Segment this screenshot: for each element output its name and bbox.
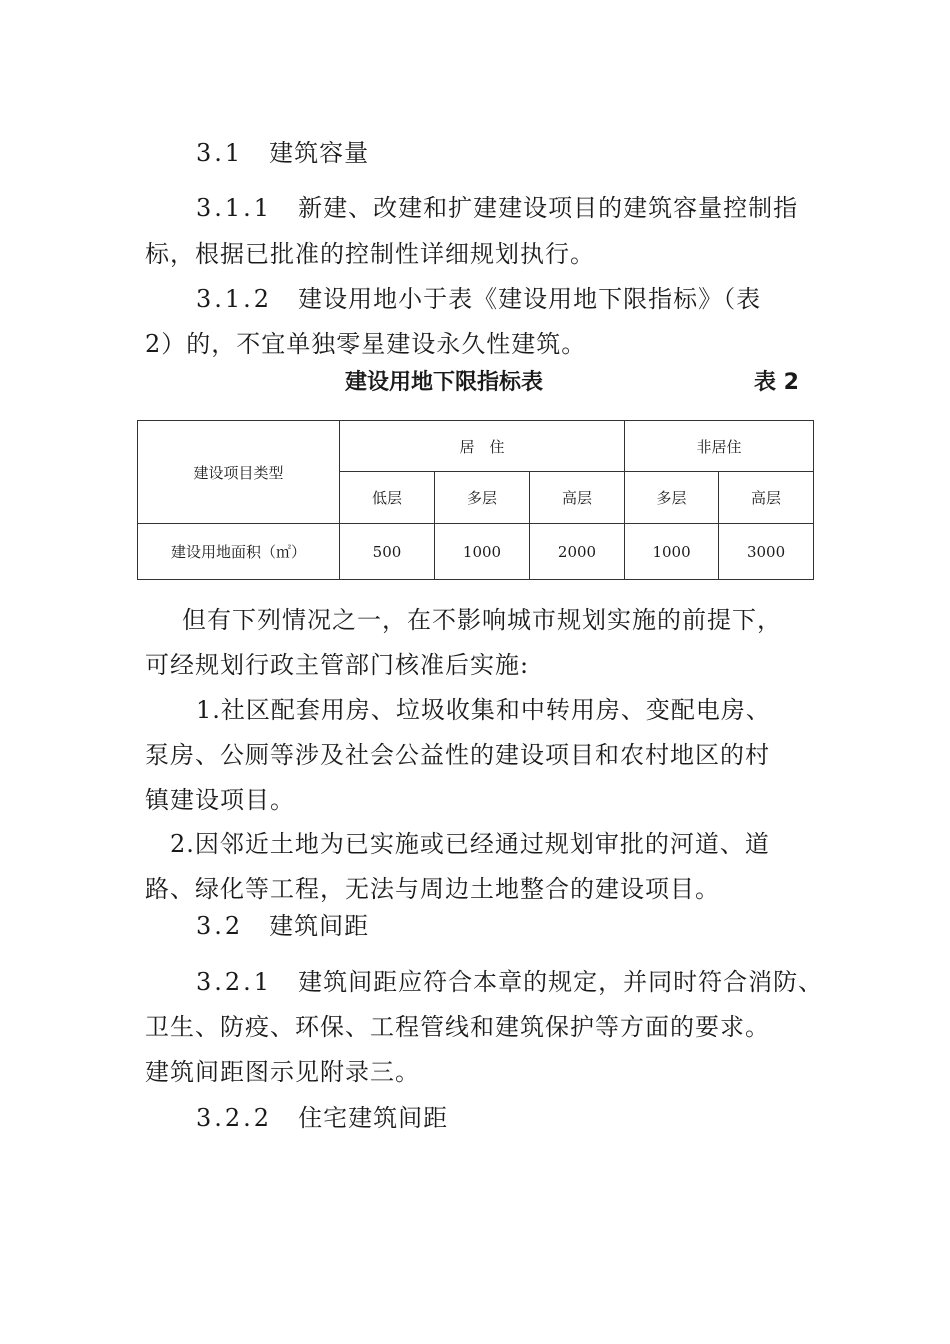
value-cell: 1000	[625, 524, 719, 580]
exception-item2-line1: 2.因邻近土地为已实施或已经通过规划审批的河道、道	[170, 830, 770, 858]
exception-item2-line2: 路、绿化等工程，无法与周边土地整合的建设项目。	[145, 875, 720, 903]
value-cell: 3000	[719, 524, 814, 580]
section-title: 建筑容量	[269, 139, 370, 167]
clause-3-2-1-line1	[196, 967, 823, 997]
exceptions-intro-line2: 可经规划行政主管部门核准后实施:	[145, 651, 530, 679]
table-row	[138, 524, 814, 580]
section-number: 3.1	[196, 139, 244, 167]
exception-item1-line1: 1.社区配套用房、垃圾收集和中转用房、变配电房、	[196, 696, 771, 724]
sub-multi-story-nonres: 多层	[625, 472, 719, 524]
exception-item1-line2: 泵房、公厕等涉及社会公益性的建设项目和农村地区的村	[145, 741, 770, 769]
clause-3-2-1-line3: 建筑间距图示见附录三。	[145, 1058, 420, 1086]
clause-text: 建筑间距应符合本章的规定，并同时符合消防、	[298, 968, 824, 996]
value-cell: 500	[340, 524, 435, 580]
exceptions-intro-line1: 但有下列情况之一，在不影响城市规划实施的前提下，	[182, 606, 782, 634]
section-3-1-heading	[196, 138, 369, 168]
clause-number: 3.2.1	[196, 968, 273, 996]
group-nonresidential: 非居住	[625, 421, 814, 472]
clause-3-2-2-heading	[196, 1103, 448, 1133]
sub-high-rise: 高层	[530, 472, 625, 524]
land-limit-table	[137, 420, 814, 580]
value-cell: 1000	[435, 524, 530, 580]
clause-text: 新建、改建和扩建建设项目的建筑容量控制指	[298, 194, 799, 222]
sub-high-rise-nonres: 高层	[719, 472, 814, 524]
clause-3-1-2-line2: 2）的，不宜单独零星建设永久性建筑。	[145, 330, 587, 358]
sub-low-rise: 低层	[340, 472, 435, 524]
table-label: 表 2	[754, 370, 799, 395]
section-3-2-heading	[196, 911, 369, 941]
clause-title: 住宅建筑间距	[298, 1104, 449, 1132]
section-title: 建筑间距	[269, 912, 370, 940]
group-residential: 居 住	[340, 421, 625, 472]
area-label: 建设用地面积（㎡）	[138, 524, 340, 580]
clause-3-1-1-line1	[196, 193, 798, 223]
clause-number: 3.2.2	[196, 1104, 273, 1132]
section-number: 3.2	[196, 912, 244, 940]
row-header-type: 建设项目类型	[138, 421, 340, 524]
clause-3-1-1-line2: 标，根据已批准的控制性详细规划执行。	[145, 240, 595, 268]
clause-number: 3.1.2	[196, 285, 273, 313]
clause-text: 建设用地小于表《建设用地下限指标》（表	[298, 285, 762, 313]
sub-multi-story: 多层	[435, 472, 530, 524]
table-title: 建设用地下限指标表	[345, 370, 544, 395]
clause-3-1-2-line1	[196, 284, 761, 314]
clause-number: 3.1.1	[196, 194, 273, 222]
exception-item1-line3: 镇建设项目。	[145, 786, 295, 814]
clause-3-2-1-line2: 卫生、防疫、环保、工程管线和建筑保护等方面的要求。	[145, 1013, 770, 1041]
value-cell: 2000	[530, 524, 625, 580]
